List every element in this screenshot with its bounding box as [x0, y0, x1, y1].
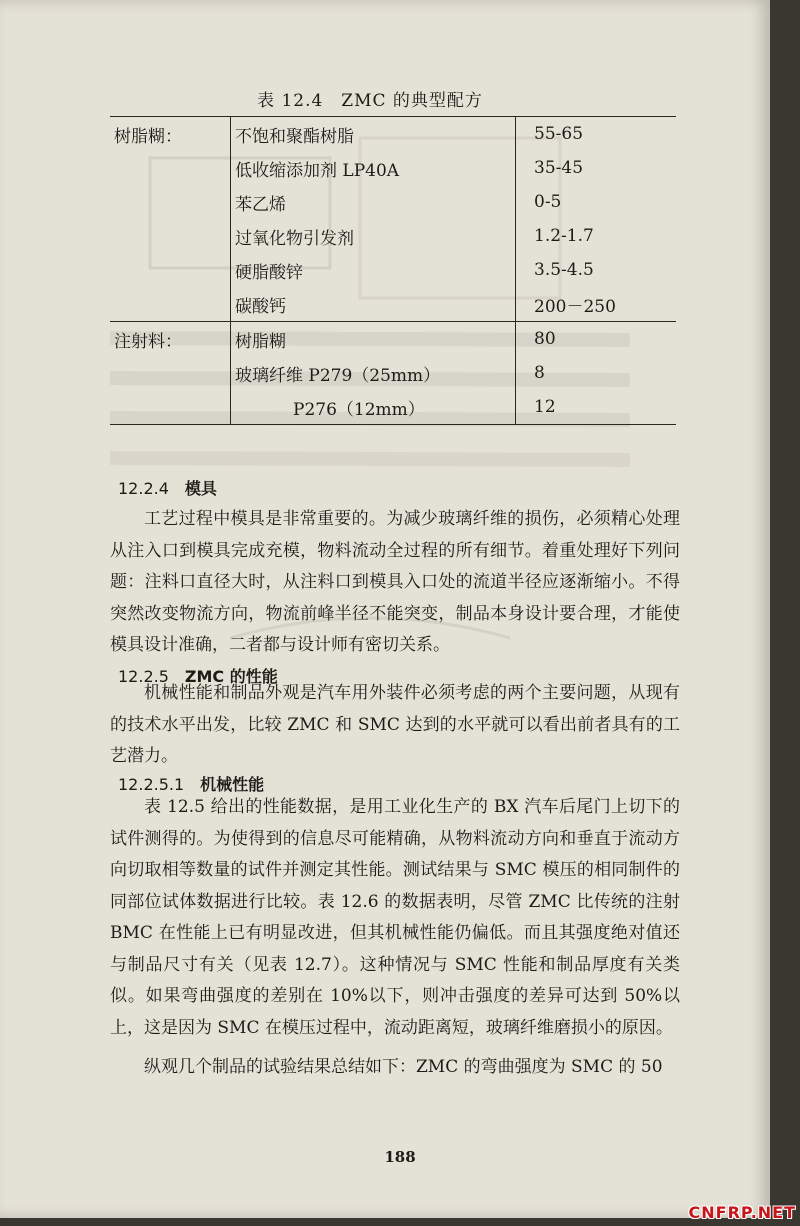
ingredient-amount-cell: 3.5-4.5	[516, 253, 677, 287]
table-row	[110, 287, 676, 322]
ingredient-amount-cell: 1.2-1.7	[516, 219, 677, 253]
section-body-properties	[110, 678, 680, 773]
ingredient-group-cell: 注射料：	[110, 322, 231, 357]
ingredient-name-cell: 树脂糊	[231, 322, 516, 357]
table-row	[110, 356, 676, 390]
section-body-mechanical	[110, 792, 680, 1084]
paragraph: 纵观几个制品的试验结果总结如下：ZMC 的弯曲强度为 SMC 的 50	[144, 1057, 663, 1077]
ingredient-group-cell	[110, 390, 231, 425]
ingredient-amount-cell: 0-5	[516, 185, 677, 219]
paragraph: 表 12.5 给出的性能数据，是用工业化生产的 BX 汽车后尾门上切下的试件测得的。为使得到的信息尽可能精确，从物料流动方向和垂直于流动方向切取相等数量的试件并测定其性能。测试结果与 SMC 模压的相同制件的同部位试体数据进行比较。表 12.6 的数据表明，尽管 ZMC 比传统的注射 BMC 在性能上已有明显改进，但其机械性能仍偏低。而且其强度绝对值还与制品尺寸有关（见表 12.7）。这种情况与 SMC 性能和制品厚度有关类似。如果弯曲强度的差别在 10%以下，则冲击强度的差异可达到 50%以上，这是因为 SMC 在模压过程中，流动距离短，玻璃纤维磨损小的原因。	[110, 797, 680, 1038]
ingredient-name-cell: 玻璃纤维 P279（25mm）	[231, 356, 516, 390]
table-row	[110, 151, 676, 185]
ingredient-name-cell: 低收缩添加剂 LP40A	[231, 151, 516, 185]
ingredient-group-cell	[110, 253, 231, 287]
ingredient-amount-cell: 80	[516, 322, 677, 357]
ingredient-name-cell: 硬脂酸锌	[231, 253, 516, 287]
ingredient-group-cell	[110, 185, 231, 219]
section-number: 12.2.5.1	[118, 775, 185, 794]
ingredient-amount-cell: 12	[516, 390, 677, 425]
site-watermark: CNFRP.NET	[688, 1203, 796, 1222]
ingredient-amount-cell: 200－250	[516, 287, 677, 322]
ingredient-name-cell: 不饱和聚酯树脂	[231, 117, 516, 152]
ingredient-amount-cell: 55-65	[516, 117, 677, 152]
formula-table	[110, 116, 676, 425]
ingredient-name-cell: P276（12mm）	[231, 390, 516, 425]
table-row	[110, 253, 676, 287]
ingredient-group-cell	[110, 151, 231, 185]
ingredient-group-cell: 树脂糊：	[110, 117, 231, 152]
table-row	[110, 390, 676, 425]
ingredient-group-cell	[110, 287, 231, 322]
section-number: 12.2.5	[118, 667, 169, 686]
table-row	[110, 117, 676, 152]
table-row	[110, 219, 676, 253]
ingredient-amount-cell: 35-45	[516, 151, 677, 185]
ingredient-group-cell	[110, 356, 231, 390]
paragraph: 工艺过程中模具是非常重要的。为减少玻璃纤维的损伤，必须精心处理从注入口到模具完成充模，物料流动全过程的所有细节。着重处理好下列问题：注料口直径大时，从注料口到模具入口处的流道半径应逐渐缩小。不得突然改变物流方向，物流前峰半径不能突变，制品本身设计要合理，才能使模具设计准确，二者都与设计师有密切关系。	[110, 509, 680, 655]
ingredient-name-cell: 碳酸钙	[231, 287, 516, 322]
ingredient-group-cell	[110, 219, 231, 253]
section-body-mold	[110, 504, 680, 662]
section-title: 机械性能	[200, 775, 265, 794]
table-title: 表 12.4 ZMC 的典型配方	[257, 91, 483, 111]
table-row	[110, 185, 676, 219]
section-title: 模具	[184, 479, 217, 498]
section-number: 12.2.4	[118, 479, 169, 498]
paragraph: 机械性能和制品外观是汽车用外装件必须考虑的两个主要问题，从现有的技术水平出发，比较 ZMC 和 SMC 达到的水平就可以看出前者具有的工艺潜力。	[110, 683, 680, 766]
page-number: 188	[384, 1148, 416, 1166]
ingredient-name-cell: 过氧化物引发剂	[231, 219, 516, 253]
ingredient-amount-cell: 8	[516, 356, 677, 390]
section-title: ZMC 的性能	[184, 667, 278, 686]
table-row	[110, 322, 676, 357]
section-heading-mold	[118, 476, 217, 499]
ingredient-name-cell: 苯乙烯	[231, 185, 516, 219]
